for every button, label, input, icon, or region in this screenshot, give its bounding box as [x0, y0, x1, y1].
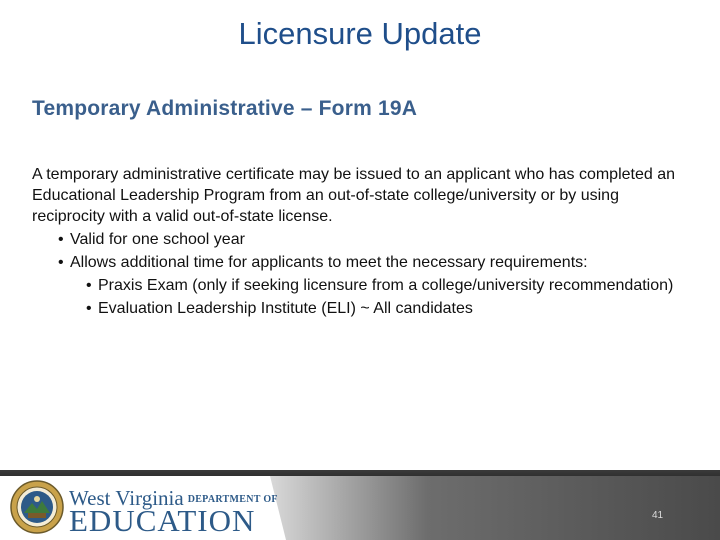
- bullet-text: Valid for one school year: [70, 231, 245, 248]
- bullet-dot: •: [58, 254, 64, 271]
- bullet-dot: •: [86, 277, 92, 294]
- body-paragraph: A temporary administrative certificate may be issued to an applicant who has completed an Educational Leadership Program from an out-of-state college/university or by using reciprocity with a valid out-of-state license.: [32, 166, 675, 225]
- logo-department: DEPARTMENT OF: [187, 494, 278, 505]
- slide-subtitle: Temporary Administrative – Form 19A: [32, 97, 418, 120]
- slide-body: [32, 164, 692, 319]
- bullet-item: [32, 252, 692, 273]
- slide-title: Licensure Update: [238, 16, 482, 51]
- bullet-item: [32, 229, 692, 250]
- sub-bullet-text: Praxis Exam (only if seeking licensure from a college/university recommendation): [98, 277, 674, 294]
- logo-state-name: West Virginia: [69, 486, 184, 510]
- bullet-text: Allows additional time for applicants to meet the necessary requirements:: [70, 254, 588, 271]
- bullet-dot: •: [58, 231, 64, 248]
- footer-gradient: [270, 476, 720, 540]
- sub-bullet-item: [32, 298, 692, 319]
- sub-bullet-text: Evaluation Leadership Institute (ELI) ~ All candidates: [98, 300, 473, 317]
- sub-bullet-item: [32, 275, 692, 296]
- state-seal-icon: [10, 479, 64, 535]
- bullet-dot: •: [86, 300, 92, 317]
- logo-education: EDUCATION: [69, 503, 256, 538]
- page-number: 41: [652, 510, 664, 521]
